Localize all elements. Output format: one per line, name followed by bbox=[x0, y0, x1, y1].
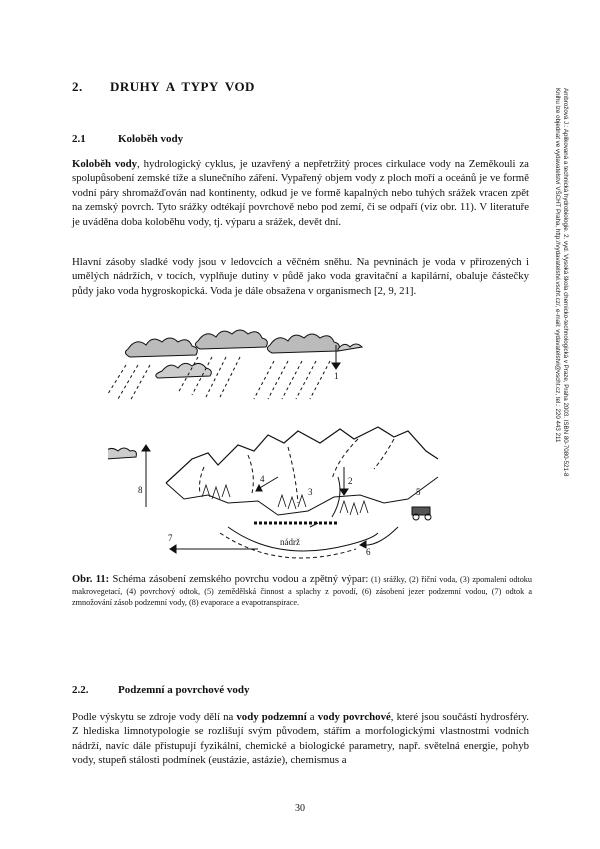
figure-label-3: 3 bbox=[308, 487, 313, 497]
paragraph-water-cycle bbox=[72, 157, 529, 229]
page-number: 30 bbox=[295, 803, 305, 814]
figure-label-reservoir: nádrž bbox=[280, 537, 300, 547]
tractor-icon bbox=[412, 507, 431, 520]
side-note-line2: Knihu lze objednat ve vydavatelství VŠCHT Praha, http://vydavatelstvi.vscht.cz/, e-mail: vydavatelstvi@vscht.cz, tel.: 220 443 211 bbox=[553, 88, 561, 443]
caption-label: Obr. 11: bbox=[72, 574, 110, 585]
figure-caption bbox=[72, 574, 532, 609]
figure-label-8: 8 bbox=[138, 485, 143, 495]
section-number: 2.1 bbox=[72, 133, 86, 145]
section-title: Koloběh vody bbox=[118, 133, 184, 145]
section-heading-2-2 bbox=[72, 684, 250, 696]
paragraph-text: a bbox=[306, 711, 318, 723]
term-groundwater: vody podzemní bbox=[236, 711, 307, 723]
side-note-line1: Ambrožová J.: Aplikovaná a technická hydrobiologie. 2. vyd. Vysoká škola chemicko-technologická v Praze, Praha 2003. ISBN 80-7080-521-8 bbox=[562, 88, 569, 477]
paragraph-text: Podle výskytu se zdroje vody dělí na bbox=[72, 711, 237, 723]
figure-label-1: 1 bbox=[334, 371, 339, 381]
mountain-ridge bbox=[166, 427, 438, 483]
section-heading-2-1 bbox=[72, 133, 184, 145]
figure-label-2: 2 bbox=[348, 476, 353, 486]
water-cycle-figure bbox=[108, 327, 468, 569]
paragraph-freshwater-reserves bbox=[72, 255, 529, 298]
figure-label-5: 5 bbox=[416, 487, 421, 497]
chapter-title: DRUHY A TYPY VOD bbox=[110, 79, 255, 94]
paragraph-groundwater-surface-water bbox=[72, 710, 529, 768]
paragraph-text: , hydrologický cyklus, je uzavřený a nepřetržitý proces cirkulace vody na Zeměkouli za spolupůsobení zemské tíže a slunečního záření. Vypařený objem vody z ploch moří a oceánů je ve formě vodní páry shromažďován nad kontinenty, odkud je ve formě kapalných nebo tuhých srážek vracen zpět na zemský povrch. Tyto srážky odtékají povrchově nebo pod zemí, či se odpaří (viz obr. 11). V literatuře je uváděna doba koloběhu vody, tj. výparu a srážek, devět dní. bbox=[72, 158, 529, 228]
term-surface-water: vody povrchové bbox=[317, 711, 391, 723]
figure-label-7: 7 bbox=[168, 533, 173, 543]
term-water-cycle: Koloběh vody bbox=[72, 158, 138, 170]
paragraph-text: Hlavní zásoby sladké vody jsou v ledovcích a věčném sněhu. Na pevninách je voda v přirozených i umělých nádržích, v tocích, vyplňuje dutiny v půdě jako voda gravitační a kapilární, obaluje částečky půdy jako voda hygroskopická. Voda je dále obsažena v organismech [2, 9, 21]. bbox=[72, 256, 529, 297]
chapter-number: 2. bbox=[72, 79, 83, 94]
caption-text: (1) srážky, (2) říční voda, (3) zpomalení odtoku makrovegetací, (4) povrchový odtok, (5) zemědělská činnost a splachy z povodí, (6) zásobení jezer podzemní vodou, (7) odtok a zmnožování zásob podzemní vody, (8) evaporace a evapotranspirace. bbox=[72, 575, 532, 607]
paragraph-text: , které jsou součástí hydrosféry. Z hlediska limnotypologie se rozlišují svým původem, stářím a morfologickými vlastnostmi vodních nádrží, navíc dále přistupují fyzikální, chemické a biologické parametry, např. světelná energie, pohyb vody, stupeň stálosti podmínek (eustázie, astázie), chemismus a bbox=[72, 711, 529, 767]
caption-title: Schéma zásobení zemského povrchu vodou a zpětný výpar: bbox=[109, 574, 369, 585]
figure-label-4: 4 bbox=[260, 474, 265, 484]
section-number: 2.2. bbox=[72, 684, 89, 696]
figure-label-6: 6 bbox=[366, 547, 371, 557]
copyright-side-note bbox=[539, 88, 569, 588]
rain-streaks bbox=[108, 357, 330, 401]
reservoir-basin bbox=[228, 527, 378, 551]
section-title: Podzemní a povrchové vody bbox=[118, 684, 250, 696]
